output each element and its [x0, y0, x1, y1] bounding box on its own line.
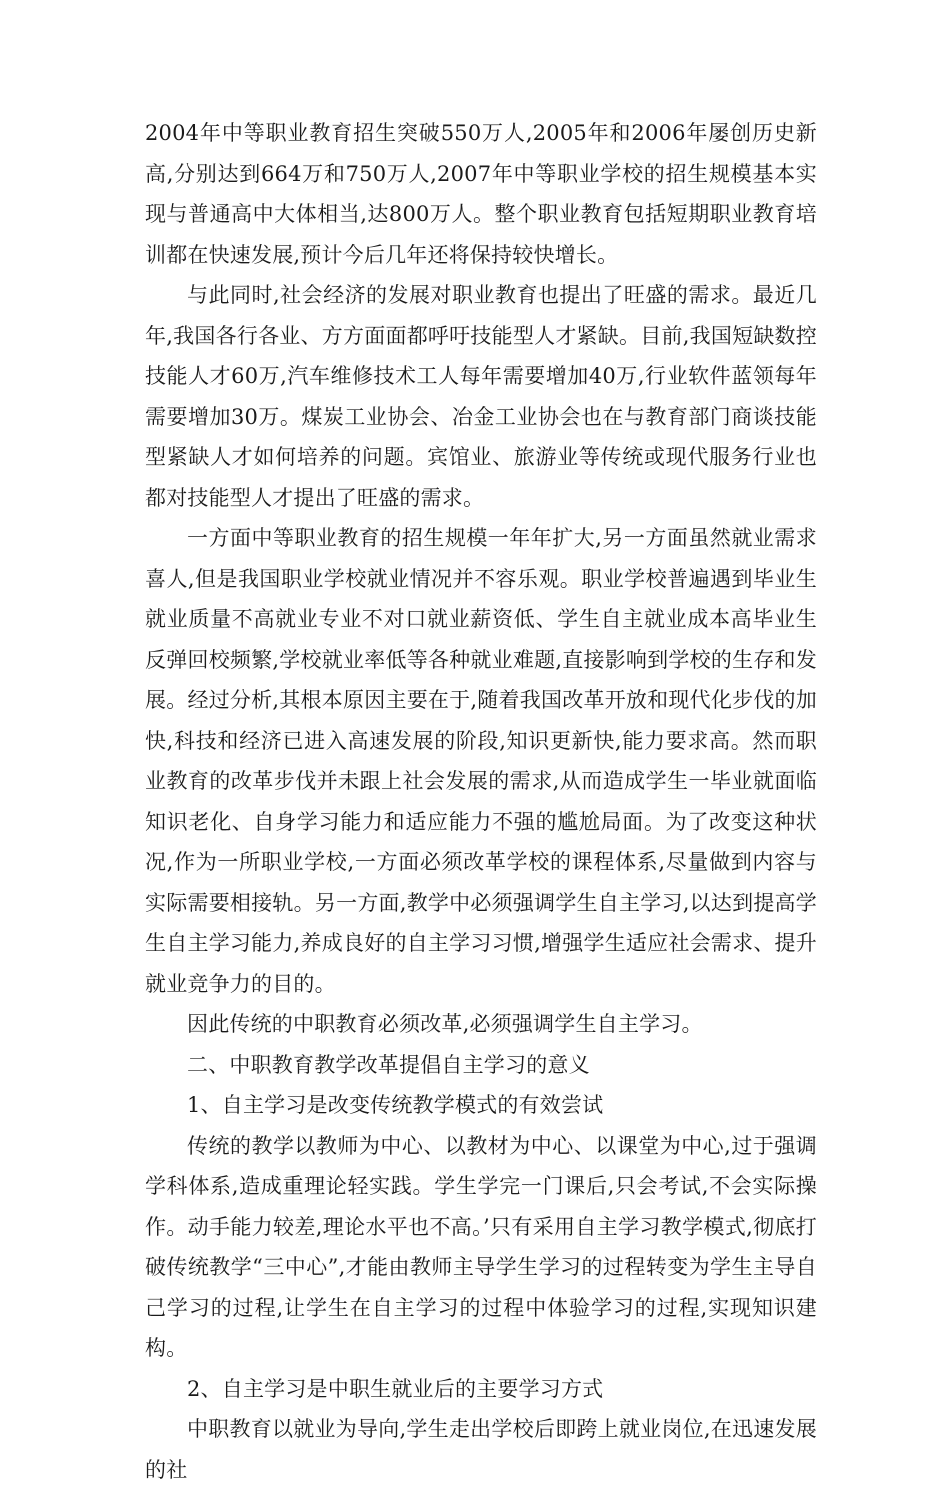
subheading-autonomous-learning-2: 2、自主学习是中职生就业后的主要学习方式 — [187, 1376, 604, 1401]
document-body — [145, 113, 817, 1490]
paragraph-traditional-teaching: 传统的教学以教师为中心、以教材为中心、以课堂为中心,过于强调学科体系,造成重理论轻实践。学生学完一门课后,只会考试,不会实际操作。动手能力较差,理论水平也不高。’只有采用自主学习教学模式,彻底打破传统教学“三中心”,才能由教师主导学生学习的过程转变为学生主导自己学习的过程,让学生在自主学习的过程中体验学习的过程,实现知识建构。 — [145, 1133, 817, 1360]
subheading-autonomous-learning-1: 1、自主学习是改变传统教学模式的有效尝试 — [187, 1093, 604, 1117]
paragraph-employment-situation: 一方面中等职业教育的招生规模一年年扩大,另一方面虽然就业需求喜人,但是我国职业学校就业情况并不容乐观。职业学校普遍遇到毕业生就业质量不高就业专业不对口就业薪资低、学生自主就业成本高毕业生反弹回校频繁,学校就业率低等各种就业难题,直接影响到学校的生存和发展。经过分析,其根本原因主要在于,随着我国改革开放和现代化步伐的加快,科技和经济已进入高速发展的阶段,知识更新快,能力要求高。然而职业教育的改革步伐并未跟上社会发展的需求,从而造成学生一毕业就面临知识老化、自身学习能力和适应能力不强的尴尬局面。为了改变这种状况,作为一所职业学校,一方面必须改革学校的课程体系,尽量做到内容与实际需要相接轨。另一方面,教学中必须强调学生自主学习,以达到提高学生自主学习能力,养成良好的自主学习习惯,增强学生适应社会需求、提升就业竞争力的目的。 — [145, 526, 817, 996]
paragraph-conclusion: 因此传统的中职教育必须改革,必须强调学生自主学习。 — [187, 1012, 703, 1036]
paragraph-social-demand: 与此同时,社会经济的发展对职业教育也提出了旺盛的需求。最近几年,我国各行各业、方方面面都呼吁技能型人才紧缺。目前,我国短缺数控技能人才60万,汽车维修技术工人每年需要增加40万,行业软件蓝领每年需要增加30万。煤炭工业协会、冶金工业协会也在与教育部门商谈技能型紧缺人才如何培养的问题。宾馆业、旅游业等传统或现代服务行业也都对技能型人才提出了旺盛的需求。 — [145, 283, 817, 510]
paragraph-enrollment-growth: 2004年中等职业教育招生突破550万人,2005年和2006年屡创历史新高,分别达到664万和750万人,2007年中等职业学校的招生规模基本实现与普通高中大体相当,达800万人。整个职业教育包括短期职业教育培训都在快速发展,预计今后几年还将保持较快增长。 — [145, 121, 817, 267]
paragraph-employment-oriented: 中职教育以就业为导向,学生走出学校后即跨上就业岗位,在迅速发展的社 — [145, 1417, 817, 1482]
section-heading: 二、中职教育教学改革提倡自主学习的意义 — [187, 1052, 590, 1077]
